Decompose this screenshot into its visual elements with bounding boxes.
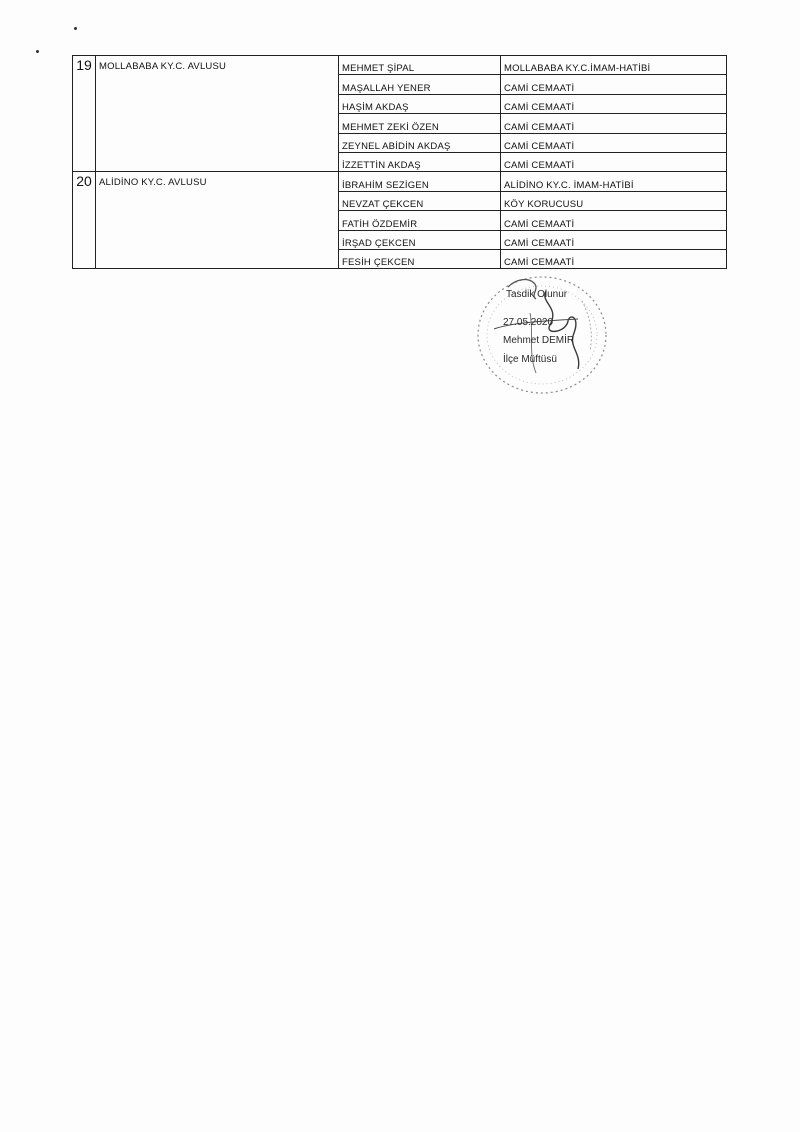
person-role-cell: CAMİ CEMAATİ <box>501 211 727 230</box>
person-name-cell: HAŞİM AKDAŞ <box>339 94 501 113</box>
attendee-table <box>72 55 727 269</box>
person-role-cell: CAMİ CEMAATİ <box>501 249 727 268</box>
scan-speck <box>74 27 77 30</box>
person-role-cell: ALİDİNO KY.C. İMAM-HATİBİ <box>501 172 727 191</box>
person-name-cell: FATİH ÖZDEMİR <box>339 211 501 230</box>
person-role-cell: CAMİ CEMAATİ <box>501 94 727 113</box>
person-role-cell: CAMİ CEMAATİ <box>501 152 727 171</box>
table-row <box>73 56 727 75</box>
group-number-cell: 20 <box>73 172 96 269</box>
person-name-cell: İBRAHİM SEZİGEN <box>339 172 501 191</box>
person-name-cell: NEVZAT ÇEKCEN <box>339 191 501 210</box>
approver-title: İlçe Müftüsü <box>503 354 557 365</box>
person-name-cell: MAŞALLAH YENER <box>339 75 501 94</box>
person-name-cell: İRŞAD ÇEKCEN <box>339 230 501 249</box>
approval-stamp <box>470 273 620 408</box>
person-role-cell: CAMİ CEMAATİ <box>501 230 727 249</box>
person-name-cell: ZEYNEL ABİDİN AKDAŞ <box>339 133 501 152</box>
location-cell: ALİDİNO KY.C. AVLUSU <box>96 172 339 269</box>
person-role-cell: CAMİ CEMAATİ <box>501 133 727 152</box>
table-row <box>73 172 727 191</box>
scan-speck <box>36 50 39 53</box>
person-role-cell: CAMİ CEMAATİ <box>501 114 727 133</box>
person-role-cell: KÖY KORUCUSU <box>501 191 727 210</box>
group-number-cell: 19 <box>73 56 96 172</box>
approver-name: Mehmet DEMİR <box>503 335 575 346</box>
person-name-cell: MEHMET ZEKİ ÖZEN <box>339 114 501 133</box>
attendee-table-body <box>73 56 727 269</box>
person-name-cell: FESİH ÇEKCEN <box>339 249 501 268</box>
approval-date: 27.05.2020 <box>503 317 554 328</box>
person-name-cell: İZZETTİN AKDAŞ <box>339 152 501 171</box>
person-role-cell: MOLLABABA KY.C.İMAM-HATİBİ <box>501 56 727 75</box>
location-cell: MOLLABABA KY.C. AVLUSU <box>96 56 339 172</box>
person-name-cell: MEHMET ŞİPAL <box>339 56 501 75</box>
approval-label: Tasdik Olunur <box>506 289 568 300</box>
person-role-cell: CAMİ CEMAATİ <box>501 75 727 94</box>
